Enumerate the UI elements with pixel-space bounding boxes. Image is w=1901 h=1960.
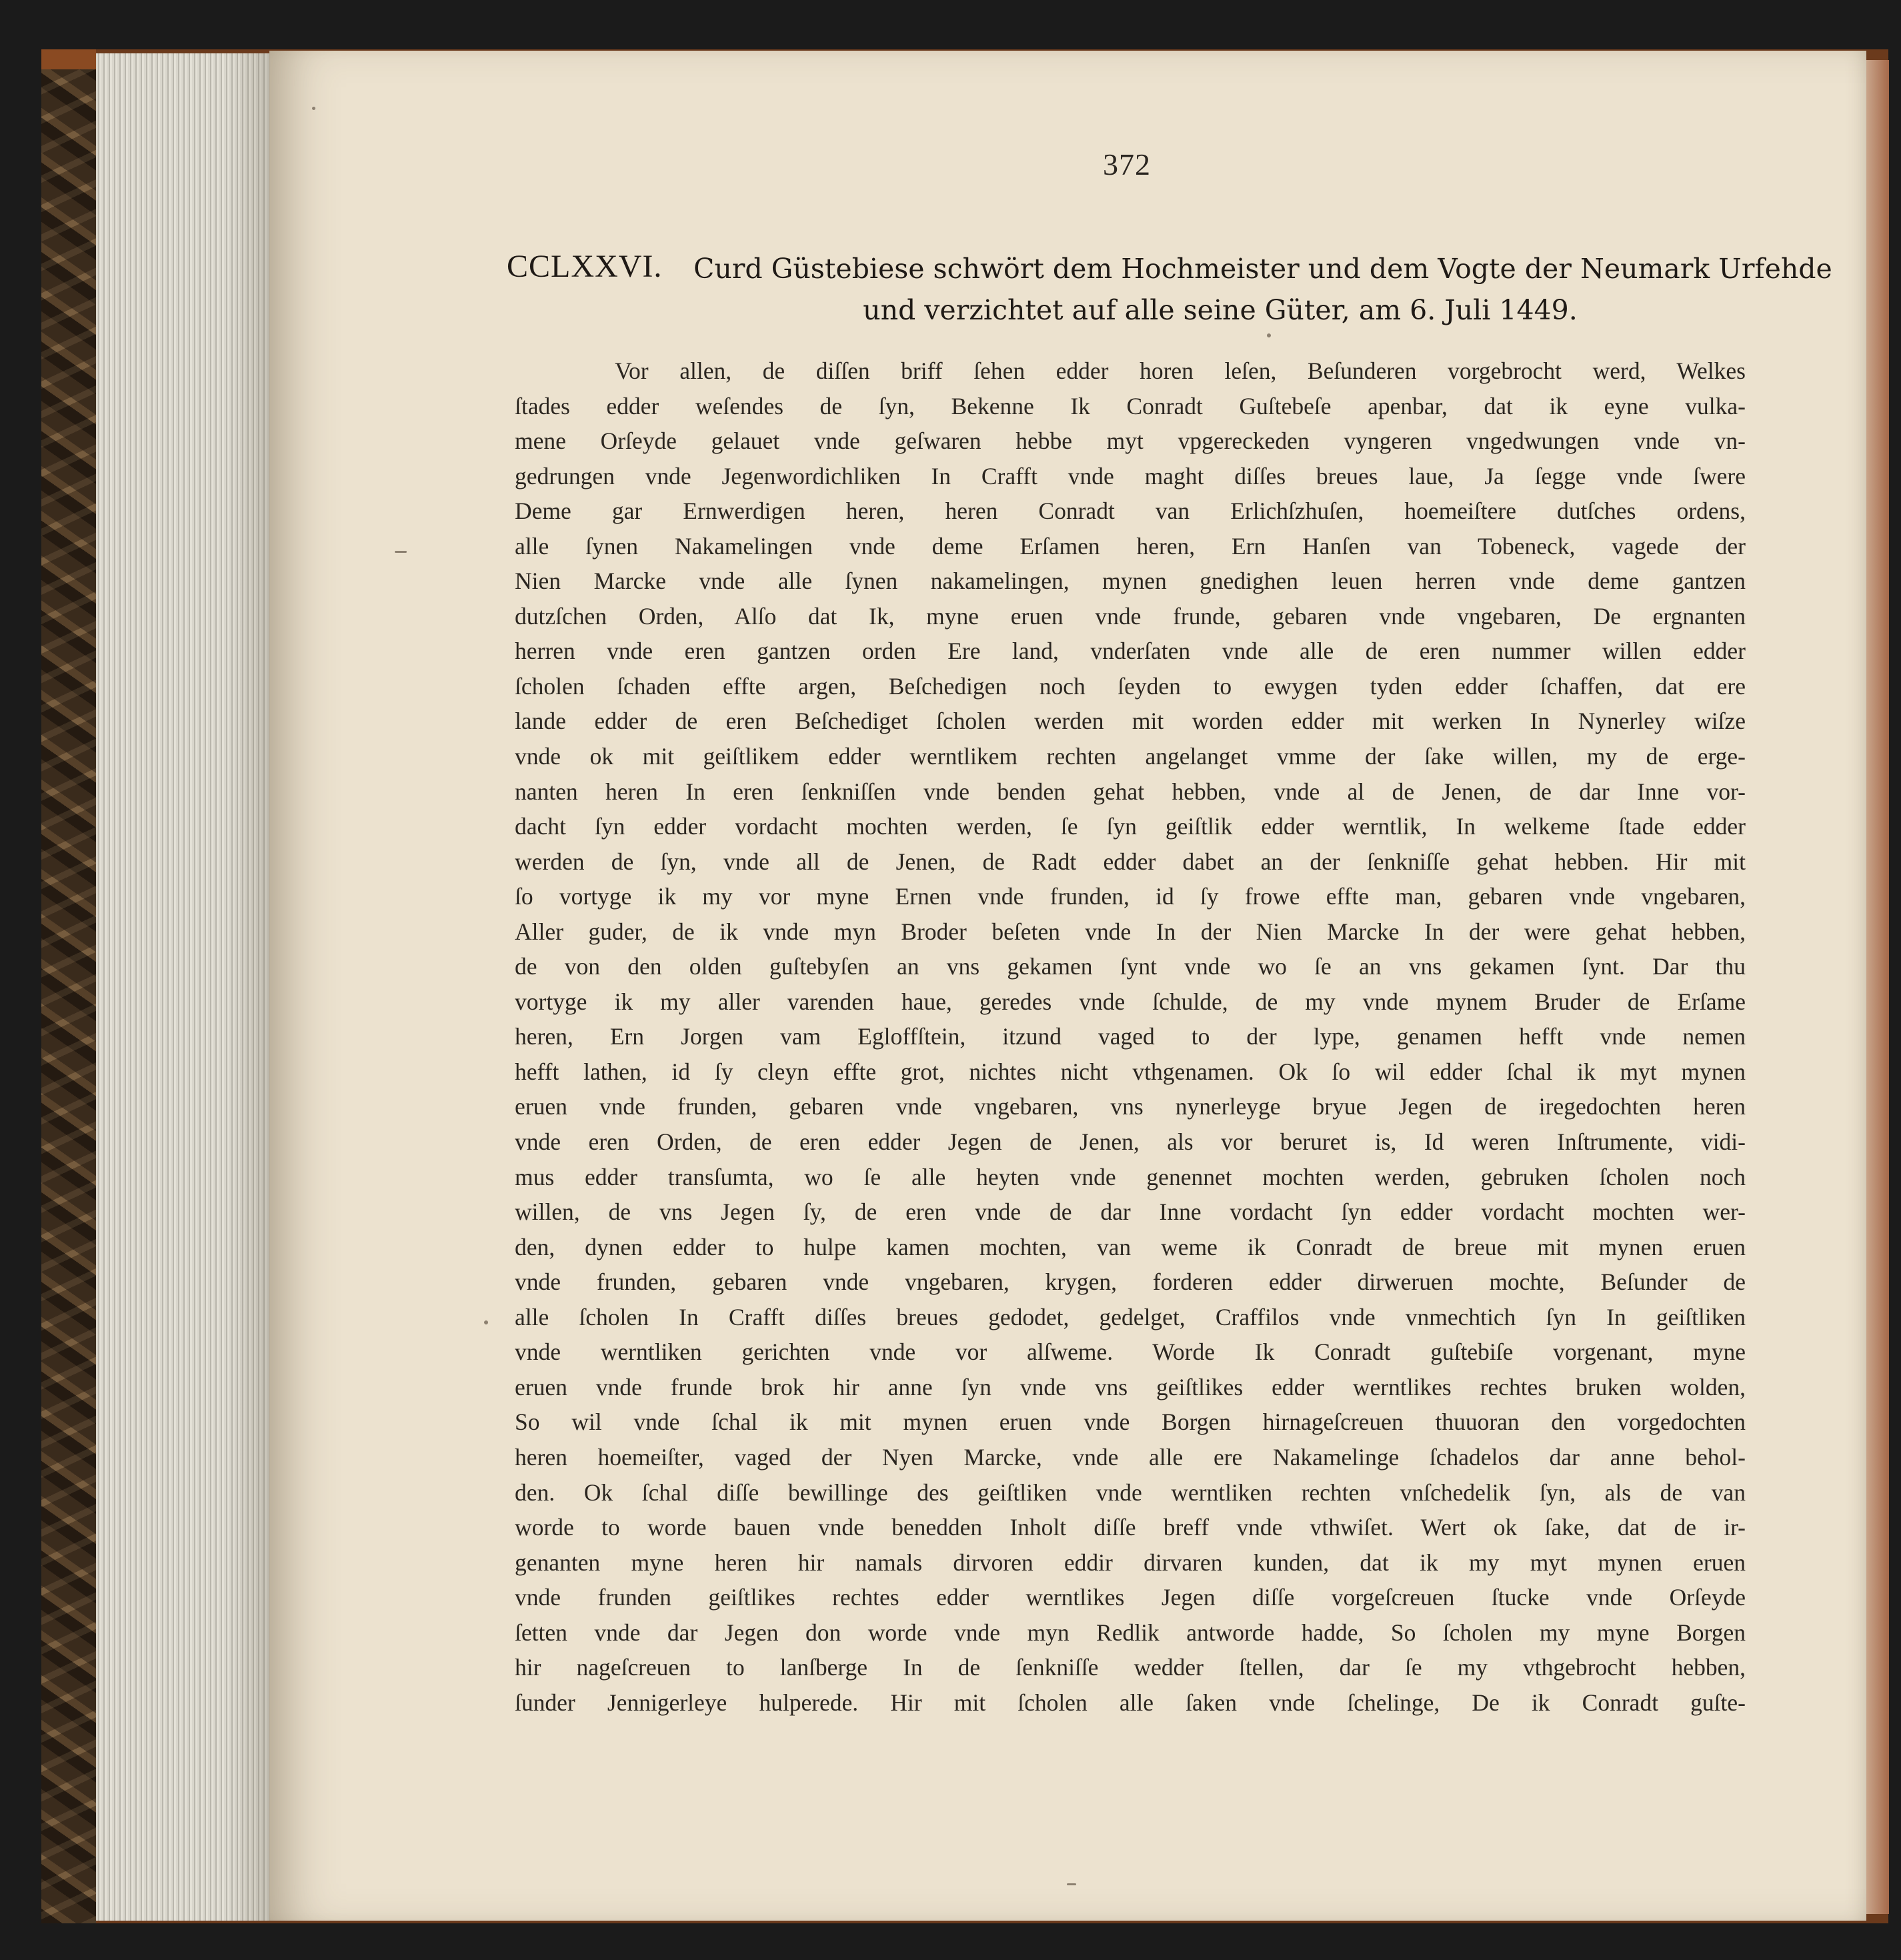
body-line: willen, de vns Jegen ſy, de eren vnde de dar Inne vordacht ſyn edder vordacht mochten wer- bbox=[515, 1198, 1746, 1226]
paper-fleck bbox=[484, 1320, 488, 1324]
paper-fleck bbox=[312, 107, 315, 110]
body-line: ſcholen ſchaden effte argen, Beſchedigen noch ſeyden to ewygen tyden edder ſchaffen, dat ere bbox=[515, 672, 1746, 700]
body-line: mene Orſeyde gelauet vnde geſwaren hebbe myt vpgereckeden vyngeren vngedwungen vnde vn- bbox=[515, 427, 1746, 455]
body-line: vnde werntliken gerichten vnde vor alſweme. Worde Ik Conradt guſtebiſe vorgenant, myne bbox=[515, 1338, 1746, 1366]
body-line: herren vnde eren gantzen orden Ere land, vnderſaten vnde alle de eren nummer willen edder bbox=[515, 638, 1746, 665]
paper-fleck bbox=[1267, 333, 1271, 337]
body-line: ſetten vnde dar Jegen don worde vnde myn Redlik antworde hadde, So ſcholen my myne Borgen bbox=[515, 1619, 1746, 1646]
body-line: eruen vnde frunde brok hir anne ſyn vnde vns geiſtlikes edder werntlikes rechtes bruken wolden, bbox=[515, 1373, 1746, 1400]
body-line: Nien Marcke vnde alle ſynen nakamelingen, mynen gnedighen leuen herren vnde deme gantzen bbox=[515, 568, 1746, 595]
body-line: dacht ſyn edder vordacht mochten werden, ſe ſyn geiſtlik edder werntlik, In welkeme ſtade edder bbox=[515, 813, 1746, 840]
body-line: ſunder Jennigerleye hulperede. Hir mit ſcholen alle ſaken vnde ſchelinge, De ik Conradt guſte- bbox=[515, 1689, 1746, 1716]
body-line: de von den olden guſtebyſen an vns gekamen ſynt vnde wo ſe an vns gekamen ſynt. Dar thu bbox=[515, 953, 1746, 980]
body-line: vnde eren Orden, de eren edder Jegen de Jenen, als vor beruret is, Id weren Inſtrumente, vidi- bbox=[515, 1128, 1746, 1156]
paper-fleck bbox=[395, 551, 407, 553]
cover-leather-band bbox=[41, 49, 96, 69]
body-line: genanten myne heren hir namals dirvoren eddir dirvaren kunden, dat ik my myt mynen eruen bbox=[515, 1549, 1746, 1576]
page-number: 372 bbox=[1103, 147, 1151, 181]
body-line: ſo vortyge ik my vor myne Ernen vnde frunden, id ſy frowe effte man, gebaren vnde vngebaren, bbox=[515, 883, 1746, 910]
body-line: werden de ſyn, vnde all de Jenen, de Radt edder dabet an der ſenkniſſe gehat hebben. Hir mit bbox=[515, 848, 1746, 875]
body-line: Aller guder, de ik vnde myn Broder beſeten vnde In der Nien Marcke In der were gehat hebben, bbox=[515, 918, 1746, 945]
body-line: den. Ok ſchal diſſe bewillinge des geiſtliken vnde werntliken rechten vnſchedelik ſyn, als de van bbox=[515, 1479, 1746, 1506]
document-number: CCLXXVI. bbox=[507, 249, 663, 284]
body-line: vortyge ik my aller varenden haue, geredes vnde ſchulde, de my vnde mynem Bruder de Erſame bbox=[515, 988, 1746, 1015]
body-line: den, dynen edder to hulpe kamen mochten, van weme ik Conradt de breue mit mynen eruen bbox=[515, 1233, 1746, 1260]
body-line: vnde frunden, gebaren vnde vngebaren, krygen, forderen edder dirweruen mochte, Beſunder de bbox=[515, 1268, 1746, 1296]
document-body bbox=[515, 353, 1746, 1720]
body-line: hir nageſcreuen to lanſberge In de ſenkniſſe wedder ſtellen, dar ſe my vthgebrocht hebben, bbox=[515, 1654, 1746, 1681]
heading-line: und verzichtet auf alle seine Güter, am 6. Juli 1449. bbox=[863, 294, 1578, 326]
body-line: alle ſcholen In Crafft diſſes breues gedodet, gedelget, Craffilos vnde vnmechtich ſyn In geiſtliken bbox=[515, 1303, 1746, 1330]
body-line: mus edder transſumta, wo ſe alle heyten vnde genennet mochten werden, gebruken ſcholen noch bbox=[515, 1163, 1746, 1190]
body-line: heren hoemeiſter, vaged der Nyen Marcke, vnde alle ere Nakamelinge ſchadelos dar anne behol- bbox=[515, 1443, 1746, 1471]
body-line: lande edder de eren Beſchediget ſcholen werden mit worden edder mit werken In Nynerley wiſze bbox=[515, 708, 1746, 735]
body-line: alle ſynen Nakamelingen vnde deme Erſamen heren, Ern Hanſen van Tobeneck, vagede der bbox=[515, 532, 1746, 560]
body-line: eruen vnde frunden, gebaren vnde vngebaren, vns nynerleyge bryue Jegen de iregedochten heren bbox=[515, 1093, 1746, 1120]
paper-fleck bbox=[1067, 1883, 1076, 1885]
body-line: ſtades edder weſendes de ſyn, Bekenne Ik Conradt Guſtebeſe apenbar, dat ik eyne vulka- bbox=[515, 392, 1746, 419]
body-line: hefft lathen, id ſy cleyn effte grot, nichtes nicht vthgenamen. Ok ſo wil edder ſchal ik myt mynen bbox=[515, 1058, 1746, 1085]
body-line: worde to worde bauen vnde benedden Inholt diſſe breff vnde vthwiſet. Wert ok ſake, dat de ir- bbox=[515, 1514, 1746, 1541]
marbled-cover-edge bbox=[41, 49, 96, 1923]
body-line: Vor allen, de diſſen briff ſehen edder horen leſen, Beſunderen vorgebrocht werd, Welkes bbox=[615, 357, 1746, 384]
body-line: Deme gar Ernwerdigen heren, heren Conradt van Erlichſzhuſen, hoemeiſtere dutſches ordens, bbox=[515, 498, 1746, 525]
document-heading bbox=[693, 248, 1832, 331]
heading-line: Curd Güstebiese schwört dem Hochmeister und dem Vogte der Neumark Urfehde bbox=[693, 253, 1832, 285]
right-cover-edge bbox=[1866, 60, 1889, 1914]
body-line: So wil vnde ſchal ik mit mynen eruen vnde Borgen hirnageſcreuen thuuoran den vorgedochten bbox=[515, 1408, 1746, 1436]
body-line: vnde frunden geiſtlikes rechtes edder werntlikes Jegen diſſe vorgeſcreuen ſtucke vnde Orſeyde bbox=[515, 1584, 1746, 1611]
body-line: heren, Ern Jorgen vam Egloffſtein, itzund vaged to der lype, genamen hefft vnde nemen bbox=[515, 1023, 1746, 1050]
body-line: vnde ok mit geiſtlikem edder werntlikem rechten angelanget vmme der ſake willen, my de erge- bbox=[515, 743, 1746, 770]
body-line: nanten heren In eren ſenkniſſen vnde benden gehat hebben, vnde al de Jenen, de dar Inne vor- bbox=[515, 778, 1746, 805]
body-line: dutzſchen Orden, Alſo dat Ik, myne eruen vnde frunde, gebaren vnde vngebaren, De ergnanten bbox=[515, 602, 1746, 630]
body-line: gedrungen vnde Jegenwordichliken In Crafft vnde maght diſſes breues laue, Ja ſegge vnde ſwere bbox=[515, 462, 1746, 489]
